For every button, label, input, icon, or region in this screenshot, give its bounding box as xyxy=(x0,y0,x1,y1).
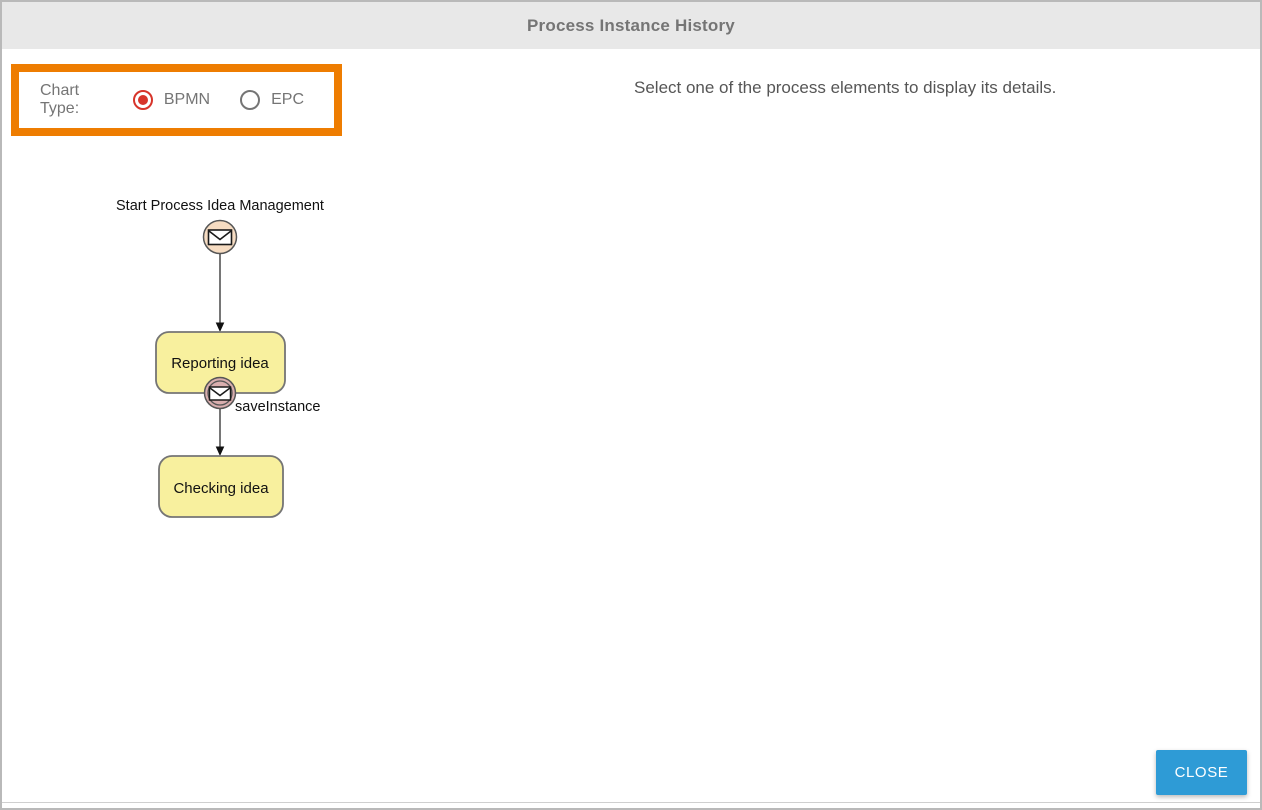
radio-epc-label: EPC xyxy=(271,91,304,108)
arrowhead-icon xyxy=(216,447,225,457)
hint-text: Select one of the process elements to display its details. xyxy=(634,78,1057,97)
start-event-label: Start Process Idea Management xyxy=(116,198,324,214)
sequence-flow-1 xyxy=(216,254,225,332)
close-button[interactable]: CLOSE xyxy=(1156,750,1247,795)
boundary-event-saveinstance[interactable] xyxy=(205,378,236,409)
sequence-flow-2 xyxy=(216,409,225,456)
boundary-event-label: saveInstance xyxy=(235,399,321,415)
task-checking-label: Checking idea xyxy=(173,480,269,497)
titlebar xyxy=(2,2,1260,49)
radio-epc-icon xyxy=(240,90,260,110)
radio-option-bpmn[interactable] xyxy=(133,90,210,110)
radio-option-epc[interactable] xyxy=(240,90,304,110)
task-reporting-label: Reporting idea xyxy=(171,355,269,372)
dialog-title: Process Instance History xyxy=(527,15,735,35)
message-envelope-icon xyxy=(209,230,232,245)
radio-bpmn-icon xyxy=(133,90,153,110)
bpmn-diagram xyxy=(2,187,402,532)
task-checking-idea[interactable] xyxy=(159,456,283,517)
footer-divider xyxy=(2,802,1260,803)
arrowhead-icon xyxy=(216,323,225,333)
radio-bpmn-label: BPMN xyxy=(163,91,211,108)
chart-type-selector-highlight xyxy=(11,64,342,136)
message-envelope-icon xyxy=(210,387,231,400)
chart-type-label: Chart Type: xyxy=(40,82,80,117)
start-event-node[interactable] xyxy=(204,221,237,254)
